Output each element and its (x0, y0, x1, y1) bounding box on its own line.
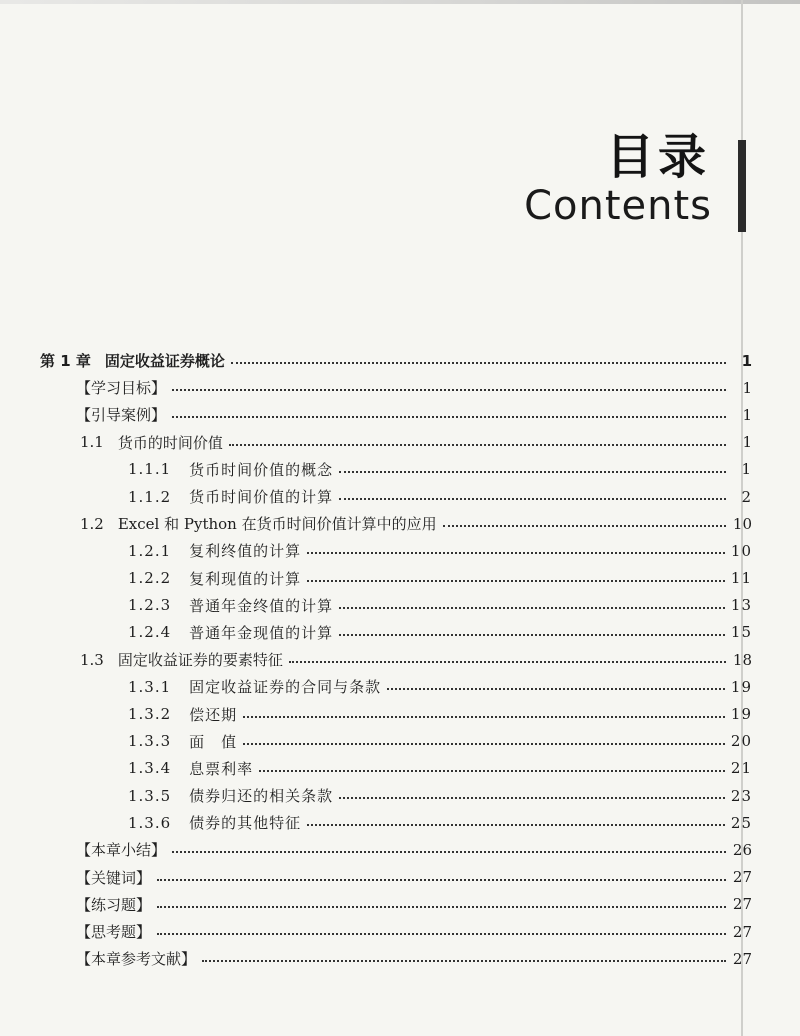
toc-entry[interactable] (40, 728, 752, 755)
dot-leader (443, 524, 726, 527)
toc-entry-page-number: 1 (742, 405, 752, 424)
dot-leader (243, 715, 725, 718)
toc-entry-title: 【本章小结】 (76, 841, 167, 860)
toc-entry[interactable] (40, 401, 752, 428)
dot-leader (339, 497, 726, 500)
dot-leader (259, 769, 725, 772)
toc-entry-number: 第 1 章 (40, 352, 91, 371)
toc-entry-page-number: 27 (732, 949, 752, 968)
dot-leader (172, 388, 726, 391)
table-of-contents (40, 347, 752, 972)
dot-leader (202, 959, 726, 962)
toc-entry-page-number: 18 (732, 650, 752, 669)
toc-entry[interactable] (40, 456, 752, 483)
dot-leader (229, 443, 726, 446)
dot-leader (231, 361, 726, 364)
toc-entry-title: 【练习题】 (76, 895, 152, 914)
dot-leader (289, 660, 726, 663)
dot-leader (339, 606, 725, 609)
toc-entry[interactable] (40, 592, 752, 619)
toc-entry[interactable] (40, 510, 752, 537)
toc-entry-number: 1.3.6 (128, 813, 172, 832)
toc-entry-page-number: 1 (741, 460, 752, 479)
toc-entry[interactable] (40, 755, 752, 782)
toc-entry-title: 货币的时间价值 (117, 433, 223, 452)
toc-entry-number: 1.2.4 (128, 623, 172, 642)
toc-entry-title: 复利现值的计算 (189, 569, 302, 588)
toc-entry-page-number: 19 (730, 705, 752, 724)
toc-entry-page-number: 20 (730, 732, 752, 751)
toc-entry-page-number: 26 (732, 840, 752, 859)
toc-entry-title: 货币时间价值的概念 (189, 460, 334, 479)
toc-entry-title: Excel 和 Python 在货币时间价值计算中的应用 (117, 515, 437, 534)
dot-leader (339, 470, 726, 473)
toc-entry-page-number: 27 (732, 895, 752, 914)
toc-entry[interactable] (40, 891, 752, 918)
toc-entry-page-number: 11 (730, 569, 752, 588)
toc-entry-title: 【本章参考文献】 (76, 950, 197, 969)
toc-entry-number: 1.1 (80, 433, 104, 452)
toc-entry-title: 债券的其他特征 (189, 814, 302, 833)
toc-entry[interactable] (40, 836, 752, 863)
toc-entry-page-number: 19 (730, 677, 752, 696)
toc-entry[interactable] (40, 945, 752, 972)
toc-entry-title: 普通年金终值的计算 (189, 596, 334, 615)
toc-entry[interactable] (40, 537, 752, 564)
title-accent-bar (738, 140, 746, 232)
toc-entry-title: 【引导案例】 (76, 406, 167, 425)
dot-leader (339, 796, 725, 799)
toc-entry[interactable] (40, 782, 752, 809)
toc-entry[interactable] (40, 646, 752, 673)
toc-entry-number: 1.3.3 (128, 732, 172, 751)
toc-entry-page-number: 15 (730, 623, 752, 642)
dot-leader (157, 878, 726, 881)
toc-entry[interactable] (40, 619, 752, 646)
toc-entry-title: 面 值 (189, 732, 238, 751)
toc-entry-number: 1.2 (80, 514, 104, 533)
toc-entry[interactable] (40, 864, 752, 891)
toc-entry-number: 1.2.1 (128, 541, 172, 560)
toc-entry-title: 固定收益证券的合同与条款 (189, 678, 382, 697)
toc-entry[interactable] (40, 483, 752, 510)
toc-entry-page-number: 1 (742, 433, 752, 452)
toc-entry-title: 债券归还的相关条款 (189, 787, 334, 806)
toc-entry[interactable] (40, 809, 752, 836)
dot-leader (172, 850, 726, 853)
toc-entry-page-number: 1 (742, 378, 752, 397)
dot-leader (339, 633, 725, 636)
toc-entry-number: 1.3.4 (128, 759, 172, 778)
toc-entry[interactable] (40, 918, 752, 945)
toc-entry-number: 1.2.2 (128, 569, 172, 588)
toc-entry-page-number: 27 (732, 868, 752, 887)
toc-entry[interactable] (40, 429, 752, 456)
toc-entry-page-number: 2 (741, 487, 752, 506)
toc-entry-number: 1.3 (80, 650, 104, 669)
toc-entry-page-number: 13 (730, 596, 752, 615)
toc-entry-title: 复利终值的计算 (189, 542, 302, 561)
toc-entry-title: 货币时间价值的计算 (189, 488, 334, 507)
dot-leader (307, 823, 725, 826)
dot-leader (307, 579, 725, 582)
toc-entry-title: 【学习目标】 (76, 379, 167, 398)
toc-entry-title: 息票利率 (189, 759, 254, 778)
toc-entry[interactable] (40, 347, 752, 374)
toc-entry-number: 1.1.2 (128, 487, 172, 506)
toc-entry-page-number: 23 (730, 786, 752, 805)
toc-entry-page-number: 10 (730, 541, 752, 560)
dot-leader (172, 415, 726, 418)
toc-entry-title: 固定收益证券概论 (104, 352, 225, 371)
toc-entry[interactable] (40, 673, 752, 700)
toc-entry-page-number: 1 (741, 351, 752, 370)
toc-entry-page-number: 27 (732, 922, 752, 941)
toc-entry-number: 1.3.1 (128, 677, 172, 696)
toc-entry-title: 偿还期 (189, 705, 238, 724)
toc-entry-page-number: 21 (730, 759, 752, 778)
toc-entry-page-number: 10 (732, 514, 752, 533)
toc-entry-page-number: 25 (730, 813, 752, 832)
top-edge-shadow (0, 0, 800, 4)
toc-entry-number: 1.3.2 (128, 705, 172, 724)
toc-entry-title: 【关键词】 (76, 868, 152, 887)
toc-entry-title: 【思考题】 (76, 923, 152, 942)
toc-entry-number: 1.2.3 (128, 596, 172, 615)
page-title-chinese: 目录 (605, 129, 710, 185)
toc-entry-title: 普通年金现值的计算 (189, 623, 334, 642)
dot-leader (243, 742, 725, 745)
dot-leader (157, 905, 726, 908)
toc-entry[interactable] (40, 374, 752, 401)
toc-entry-title: 固定收益证券的要素特征 (117, 651, 283, 670)
page-title-english: Contents (524, 183, 712, 229)
dot-leader (157, 932, 726, 935)
dot-leader (387, 687, 725, 690)
toc-entry[interactable] (40, 700, 752, 727)
dot-leader (307, 551, 725, 554)
toc-entry-number: 1.1.1 (128, 460, 172, 479)
toc-entry-number: 1.3.5 (128, 786, 172, 805)
toc-entry[interactable] (40, 565, 752, 592)
